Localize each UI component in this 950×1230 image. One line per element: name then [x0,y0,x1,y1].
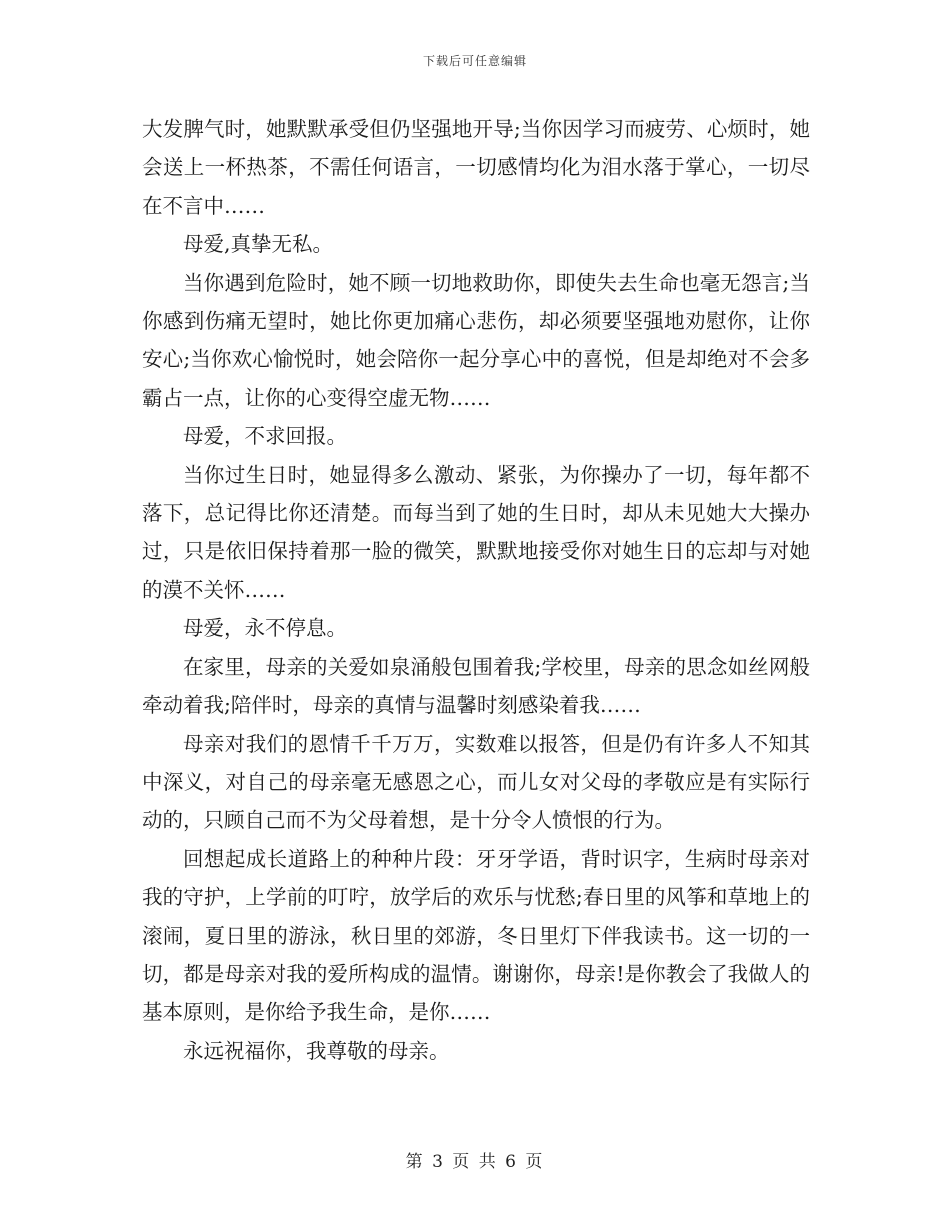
paragraph: 在家里，母亲的关爱如泉涌般包围着我;学校里，母亲的思念如丝网般牵动着我;陪伴时，母亲的真情与温馨时刻感染着我…… [142,654,810,718]
paragraph: 母爱,真挚无私。 [183,232,334,257]
paragraph: 母亲对我们的恩情千千万万，实数难以报答，但是仍有许多人不知其中深义，对自己的母亲毫无感恩之心，而儿女对父母的孝敬应是有实际行动的，只顾自己而不为父母着想，是十分令人愤恨的行为。 [142,731,810,833]
paragraph: 当你遇到危险时，她不顾一切地救助你，即使失去生命也毫无怨言;当你感到伤痛无望时，她比你更加痛心悲伤，却必须要坚强地劝慰你，让你安心;当你欢心愉悦时，她会陪你一起分享心中的喜悦，但是却绝对不会多霸占一点，让你的心变得空虚无物…… [142,270,810,410]
page-number: 第 3 页 共 6 页 [405,1152,545,1172]
page-header: 下载后可任意编辑 [422,54,527,68]
paragraph: 当你过生日时，她显得多么激动、紧张，为你操办了一切，每年都不落下，总记得比你还清楚。而每当到了她的生日时，却从未见她大大操办过，只是依旧保持着那一脸的微笑，默默地接受你对她生日的忘却与对她的漠不关怀…… [142,462,810,602]
paragraph: 大发脾气时，她默默承受但仍坚强地开导;当你因学习而疲劳、心烦时，她会送上一杯热茶，不需任何语言，一切感情均化为泪水落于掌心，一切尽在不言中…… [142,117,810,218]
paragraph: 母爱，不求回报。 [183,424,347,449]
paragraph: 回想起成长道路上的种种片段：牙牙学语，背时识字，生病时母亲对我的守护，上学前的叮咛，放学后的欢乐与忧愁;春日里的风筝和草地上的滚闹，夏日里的游泳，秋日里的郊游，冬日里灯下伴我读书。这一切的一切，都是母亲对我的爱所构成的温情。谢谢你，母亲!是你教会了我做人的基本原则，是你给予我生命，是你…… [142,846,810,1025]
paragraph: 永远祝福你，我尊敬的母亲。 [183,1038,450,1063]
paragraph: 母爱，永不停息。 [183,616,347,641]
document-body [142,110,810,1070]
